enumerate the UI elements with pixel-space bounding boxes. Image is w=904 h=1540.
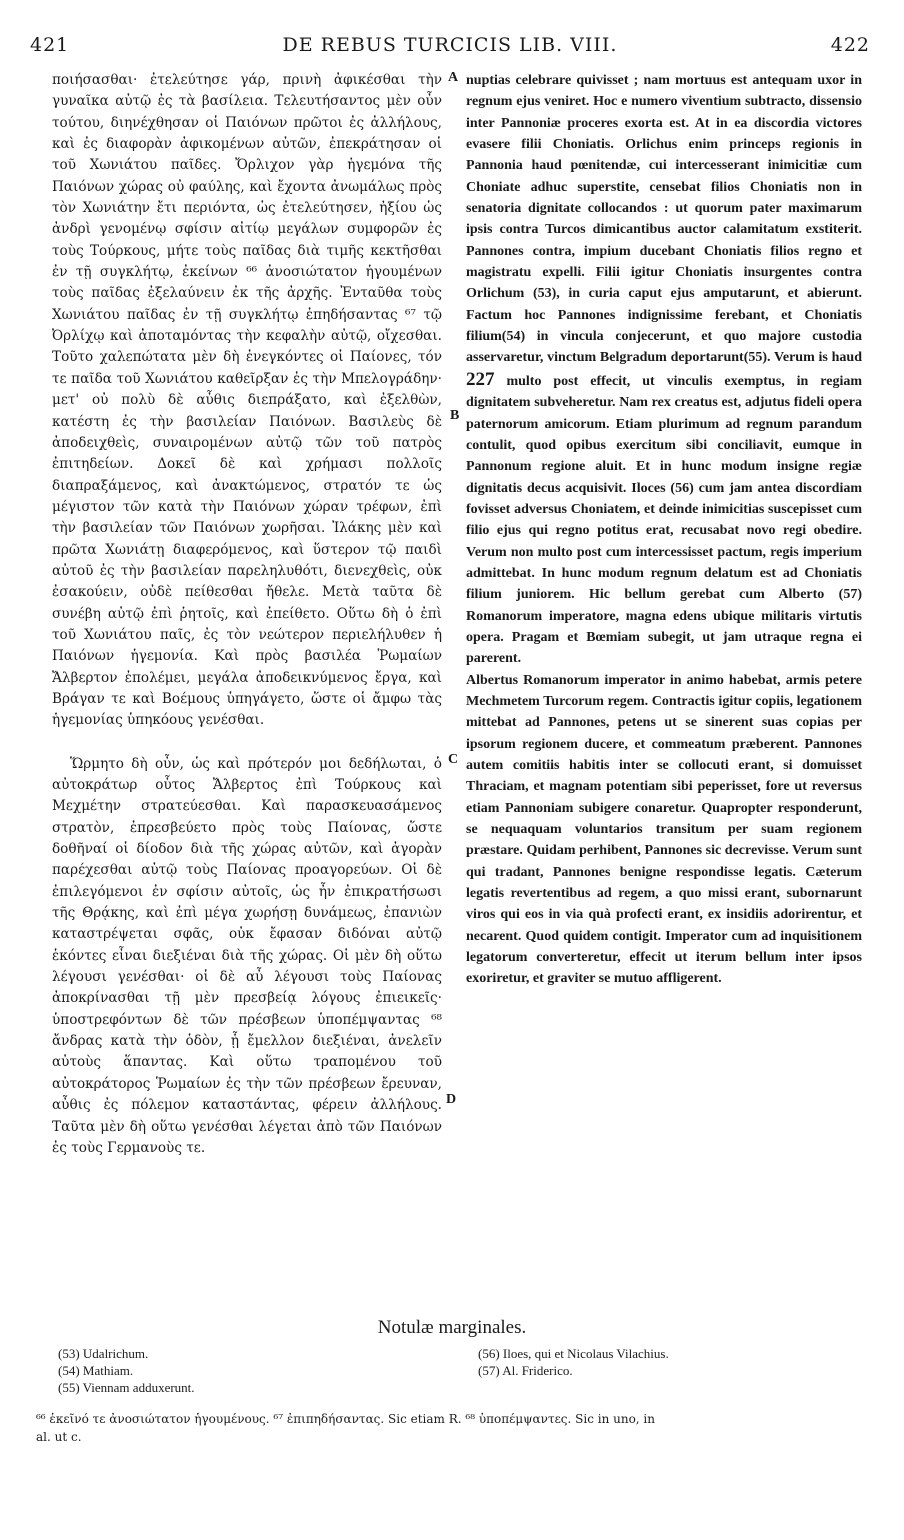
marginal-note: (54) Mathiam.: [58, 1363, 134, 1378]
edition-page-number: 227: [466, 368, 495, 390]
marginal-notes-title: Notulæ marginales.: [377, 1317, 527, 1338]
running-header: [30, 34, 870, 64]
marginal-note: (57) Al. Friderico.: [478, 1363, 573, 1378]
section-marker-d: D: [446, 1092, 457, 1107]
greek-paragraph-1: ποιήσασθαι· ἐτελεύτησε γάρ, πρινὴ ἀφικέσθαι τὴν γυναῖκα αὐτῷ ἐς τὰ βασίλεια. Τελευτήσαντος μὲν οὖν τούτου, διηνέχθησαν οἱ Παιόνων πρῶτοι ἐς ἀλλήλους, καὶ ἐς διαφορὰν ἀφικομένων αὐτῶν, ἐπεκράτησαν οἱ τοῦ Χωνιάτου παῖδες. Ὄρλιχον γὰρ ἡγεμόνα τῆς Παιόνων χώρας οὐ φαύλης, καὶ ἔχοντα ἀνωμάλως πρὸς τὸν Χωνιάτην ἔτι περιόντα, ὡς ἐτελεύτησεν, ἠξίου ὡς ἀνδρὶ γενομένῳ σφίσιν αἰτίῳ μεγάλων συμφορῶν ἐς τοὺς Τούρκους, μήτε τοὺς παῖδας διὰ τιμῆς κεκτῆσθαι ἐν τῇ συγκλήτῳ, ἐκείνων ⁶⁶ ἀνοσιώτατον ἡγουμένων τοὺς παῖδας ἐξελαύνειν ἐκ τῆς ἀρχῆς. Ἐνταῦθα τοὺς Χωνιάτου παῖδας ἐν τῇ συγκλήτῳ ἐπηδήσαντας ⁶⁷ τῷ Ὀρλίχῳ καὶ ἀποταμόντας τὴν κεφαλὴν αὐτῷ, οἴχεσθαι. Τοῦτο χαλεπώτατα μὲν δὴ ἐνεγκόντες οἱ Παίονες, τόν τε παῖδα τοῦ Χωνιάτου καθεῖρξαν ἐς τὴν Μπελογράδην· μετ' οὐ πολὺ δὲ αὖθις διεπράξατο, καὶ ἐξελθὼν, κατέστη ἐς τὴν βασιλείαν Παιόνων. Βασιλεὺς δὲ ἀποδειχθεὶς, συναιρομένων αὐτῷ τῶν τοῦ πατρὸς ἐπιτηδείων. Δοκεῖ δὲ καὶ χρήμασι πολλοῖς διαπραξάμενος, καὶ ἀνακτώμενος, στρατόν τε ὡς μέγιστον τῶν κατὰ τὴν Παιόνων χώραν τρέφων, ἐπὶ τὴν βασιλείαν τῶν Παιόνων χωρῆσαι. Ἰλάκης μὲν καὶ πρῶτα Χωνιάτῃ διαφερόμενος, καὶ ὕστερον τῷ παιδὶ αὐτοῦ ἐς τὴν βασιλείαν παρεληλυθότι, διενεχθεὶς, οὐκ ἐσακούειν, οὐδὲ πείθεσθαι ἤθελε. Μετὰ ταῦτα δὲ συνέβη αὐτῷ ἐπὶ ῥητοῖς, καὶ ἐπείθετο. Οὕτω δὴ ὁ ἐπὶ τοῦ Χωνιάτου παῖς, ἐς τὸν νεώτερον περιελήλυθεν ἡ Παιόνων ἡγεμονία. Καὶ πρὸς βασιλέα Ῥωμαίων Ἄλβερτον ἐπολέμει, μεγάλα ἀποδεικνύμενος ἔργα, καὶ Βράγαν τε καὶ Βοέμους ὑπηγάγετο, ὥστε οἱ ἄμφω τὰς ἡγεμονίας ὑπηκόους γενέσθαι.: [52, 72, 442, 729]
footnote-line-2: al. ut c.: [36, 1430, 82, 1444]
greek-paragraph-2: Ὥρμητο δὴ οὖν, ὡς καὶ πρότερόν μοι δεδήλωται, ὁ αὐτοκράτωρ οὗτος Ἄλβερτος ἐπὶ Τούρκους καὶ Μεχμέτην στρατεύεσθαι. Καὶ παρασκευασάμενος στρατὸν, ἐπρεσβεύετο πρὸς τοὺς Παίονας, ὥστε δοθῆναί οἱ δίοδον διὰ τῆς χώρας αὐτῶν, καὶ ἀγορὰν παρέχεσθαι αὐτῷ τοὺς Παίονας προαγορεύων. Οἱ δὲ ἐπιλεγόμενοι ἐν σφίσιν αὐτοῖς, ὡς ἦν ἐπικρατήσωσι τῆς Θρᾴκης, καὶ ἐπὶ μέγα χωρήσῃ δυνάμεως, ἐπανιὼν καταστρέψεται σφᾶς, οὐκ ἔφασαν διδόναι αὐτῷ ἑκόντες εἶναι διεξιέναι διὰ τῆς χώρας. Οἱ μὲν δὴ οὕτω λέγουσι γενέσθαι· οἱ δὲ αὖ λέγουσι τοὺς Παίονας ἀποκρίνασθαι τῇ μὲν πρεσβείᾳ λόγους ἐπιεικεῖς· ὑποστρεφόντων δὲ τῶν πρέσβεων ὑποπέμψαντας ⁶⁸ ἄνδρας κατὰ τὴν ὁδὸν, ᾗ ἔμελλον διεξιέναι, ἀνελεῖν αὐτοὺς ἅπαντας. Καὶ οὕτω τραπομένου τοῦ αὐτοκράτορος Ῥωμαίων ἐς τὴν τῶν πρέσβεων ἔρευναν, αὖθις ἐς πόλεμον καταστάντας, φέρειν ἀλλήλους. Ταῦτα μὲν δὴ οὕτω γενέσθαι λέγεται ἀπὸ τῶν Παιόνων ἐς τοὺς Γερμανοὺς τε.: [52, 755, 442, 1156]
footnotes: [36, 1410, 866, 1446]
section-marker-a: A: [448, 70, 459, 85]
greek-column: [52, 70, 442, 1159]
latin-column: [466, 70, 862, 990]
marginal-note: (53) Udalrichum.: [58, 1346, 149, 1361]
section-marker-c: C: [448, 752, 459, 767]
latin-paragraph-2: Albertus Romanorum imperator in animo habebat, armis petere Mechmetem Turcorum regem. Contractis igitur copiis, legationem mittebat ad Pannones, petens ut se sinerent suas copias per ipsorum regionem ducere, et commeatum præberent. Pannones autem comitiis habitis inter se collocuti erant, si domuisset Thraciam, et magnam potentiam sibi peperisset, fore ut reversus etiam Pannoniam subigere conaretur. Quapropter responderunt, se nequaquam voluntarios transitum per suam regionem præstare. Quidam perhibent, Pannones sic decrevisse. Verum sunt qui tradant, Pannones benigne respondisse legatis. Cæterum legatis revertentibus ad regem, a quo missi erant, subornarunt viros qui eos in via quà profecti erant, ex insidiis adorirentur, et necarent. Quod quidem contigit. Imperator cum ad inquisitionem legatorum converteretur, effecit ut iterum bellum inter ipsos exoriretur, et graviter se mutuo affligerent.: [466, 672, 862, 987]
marginal-notes-left: [58, 1345, 458, 1396]
latin-text-part-2: multo post effecit, ut vinculis exemptus, in regiam dignitatem subveheretur. Nam rex creatus est, adjutus fideli opera paternorum amicorum. Etiam plurimum ad regnum parandum contulit, quod opibus exercitum sibi conciliavit, eumque in Pannonum regione aluit. Et in hunc modum insigne regiæ dignitatis decus acquisivit. Iloces (56) cum jam antea discordiam fovisset adversus Choniatem, et deinde inimicitias suscepisset cum filio ejus qui regno potitus erat, recusabat novo regi obedire. Verum non multo post cum intercessisset pactum, regis imperium admittebat. In hunc modum regnum delatum est ad Choniatis filium juniorem. Hic bellum gerebat cum Alberto (57) Romanorum imperatore, magna edens ubique militaris virtutis opera. Pragam et Bœmiam subegit, ut jam utraque regna ei parerent.: [466, 373, 862, 667]
section-marker-b: B: [450, 408, 460, 423]
running-title: DE REBUS TURCICIS LIB. VIII.: [282, 34, 618, 56]
latin-text-part-1: nuptias celebrare quivisset ; nam mortuus est antequam uxor in regnum ejus veniret. Hoc e numero viventium subtracto, dissensio inter Pannoniæ proceres exorta est. At in ea discordia victores evasere filii Choniatis. Orlichus enim princeps regionis in Pannonia haud pœnitendæ, cui intercesserant inimicitiæ cum Choniate adhuc superstite, censebat filios Choniatis non in senatoria dignitate collocandos : ut quorum pater maximarum ipsis contra Turcos dimicantibus auctor calamitatum exstiterit. Pannones contra, impium ducebant Choniatis filios regno et magistratu expelli. Filii igitur Choniatis insurgentes contra Orlichum (53), in curia caput ejus amputarunt, et abierunt. Factum hoc Pannones indignissime ferebant, et Choniatis filium(54) in vincula conjecerunt, et quo majore custodia asservaretur, vinctum Belgradum deportarunt(55). Verum is haud: [466, 73, 862, 366]
page-number-right: 422: [830, 34, 870, 56]
marginal-note: (55) Viennam adduxerunt.: [58, 1380, 195, 1395]
page-number-left: 421: [30, 34, 70, 56]
marginal-note: (56) Iloes, qui et Nicolaus Vilachius.: [478, 1346, 669, 1361]
marginal-notes-right: [478, 1345, 878, 1379]
footnote-line-1: ⁶⁶ ἐκεῖνό τε ἀνοσιώτατον ἡγουμένους. ⁶⁷ ἐπιπηδήσαντας. Sic etiam R. ⁶⁸ ὑποπέμψαντες. Sic in uno, in: [36, 1412, 655, 1426]
latin-paragraph-1: [466, 70, 862, 670]
